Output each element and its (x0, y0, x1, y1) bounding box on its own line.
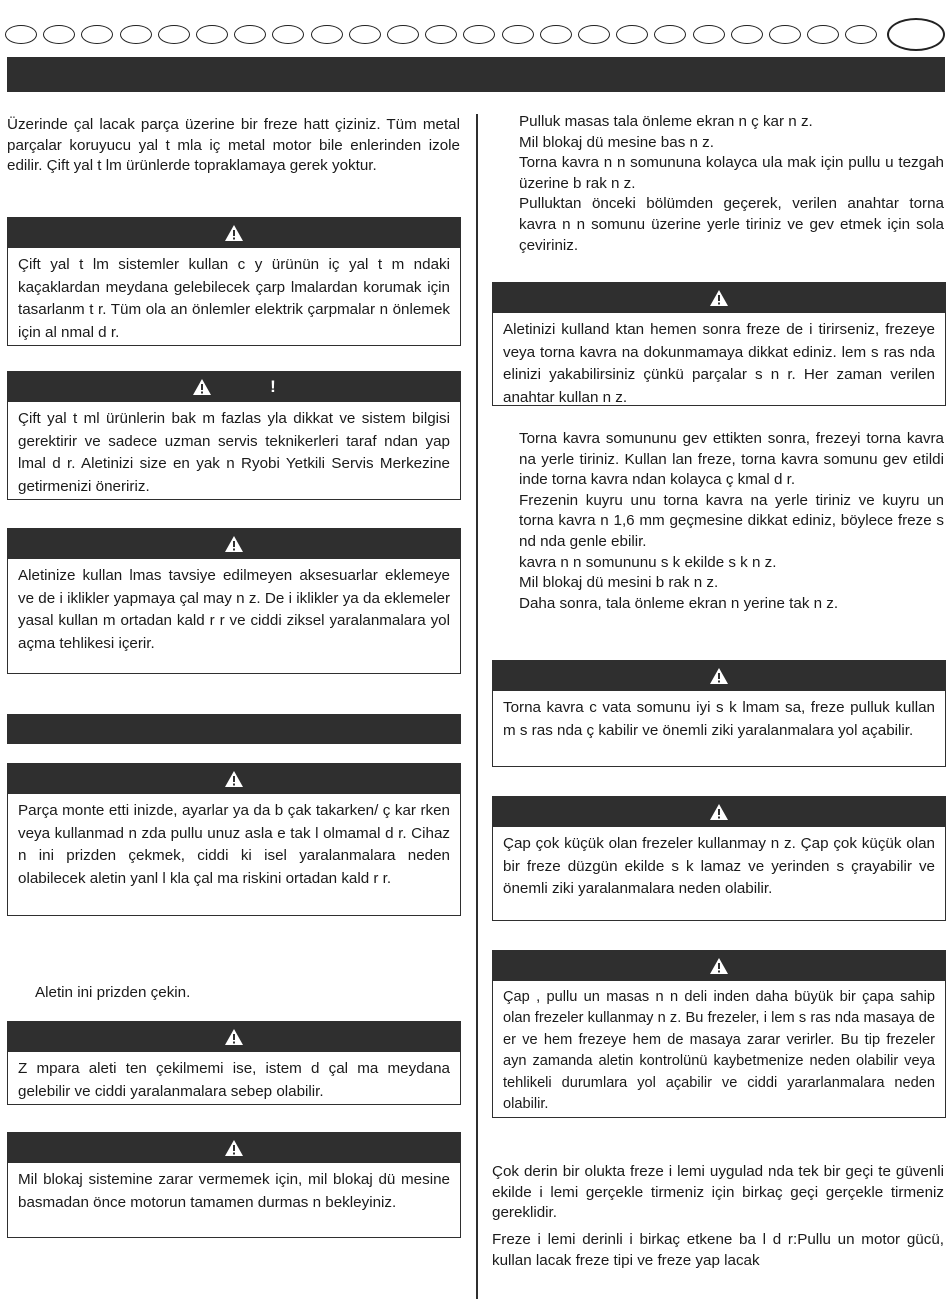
depth-paragraph: Çok derin bir olukta freze i lemi uygulad nda tek bir geçi te güvenli ekilde i lemi gerçekle tirmeniz için birkaç geçi gerçekle tirmeniz gereklidir. (492, 1163, 944, 1222)
warning-box (7, 217, 461, 346)
intro-paragraph: Üzerinde çal lacak parça üzerine bir freze hatt çiziniz. Tüm metal parçalar koruyucu yal t mla iç metal motor bile enlerinden izole edilir. Çift yal t lm ürünlerde topraklamaya gerek yoktur. (7, 116, 460, 175)
step-item: kavra n n somununu s k ekilde s k n z. (519, 553, 777, 571)
step-list-2 (519, 429, 944, 614)
warning-triangle-icon (224, 1139, 244, 1157)
decorative-oval (502, 25, 534, 44)
decorative-oval (654, 25, 686, 44)
decorative-oval (234, 25, 266, 44)
warning-box (492, 282, 946, 406)
decorative-oval (807, 25, 839, 44)
step-item: Pulluktan önceki bölümden geçerek, verilen anahtar torna kavra n n somunu üzerine yerle tiriniz ve gev etmek için sola çeviriniz. (519, 195, 944, 254)
decorative-oval (349, 25, 381, 44)
warning-text: Parça monte etti inizde, ayarlar ya da b çak takarken/ ç kar rken veya kullanmad n zda pullu unuz asla e tak l olmamal d r. Cihaz n ini prizden çekmek, ciddi ki isel yaralanmalara neden olabilecek aletin yanl l kla çal ma riskini ortadan kald r r. (18, 802, 450, 887)
warning-box (492, 660, 946, 767)
decorative-oval (425, 25, 457, 44)
warning-triangle-icon (224, 770, 244, 788)
warning-text: Mil blokaj sistemine zarar vermemek için, mil blokaj dü mesine basmadan önce motorun tamamen durmas n bekleyiniz. (18, 1171, 450, 1211)
warning-header (8, 372, 460, 402)
warning-triangle-icon (224, 224, 244, 242)
step-list-1 (519, 112, 944, 256)
decorative-oval (196, 25, 228, 44)
warning-header (8, 1133, 460, 1163)
warning-triangle-icon (224, 1028, 244, 1046)
warning-text: Aletinizi kulland ktan hemen sonra freze de i tirirseniz, frezeye veya torna kavra na dokunmamaya dikkat ediniz. lem s ras nda elinizi yakabilirsiniz çünkü parçalar s n r. Her zaman verilen anahtar kullan n z. (503, 321, 935, 406)
decorative-oval (387, 25, 419, 44)
decorative-oval (43, 25, 75, 44)
step-item: Pulluk masas tala önleme ekran n ç kar n z. (519, 113, 813, 130)
decorative-oval (693, 25, 725, 44)
warning-exclamation: ! (270, 377, 276, 396)
step-item: Mil blokaj dü mesine bas n z. (519, 133, 714, 151)
warning-box (7, 1132, 461, 1238)
warning-triangle-icon (709, 667, 729, 685)
warning-box (492, 796, 946, 921)
warning-text: Çift yal t ml ürünlerin bak m fazlas yla dikkat ve sistem bilgisi gerektirir ve sadece uzman servis teknikerleri taraf ndan yap lmal d r. Aletinizi size en yak n Ryobi Yetkili Servis Merkezine getirmenizi öneririz. (18, 410, 450, 495)
warning-box (7, 1021, 461, 1105)
warning-triangle-icon (709, 289, 729, 307)
decorative-oval (769, 25, 801, 44)
step-item: Mil blokaj dü mesini b rak n z. (519, 574, 719, 592)
warning-header (8, 529, 460, 559)
subsection-header-bar (7, 714, 461, 744)
warning-triangle-icon (224, 535, 244, 553)
warning-text: Çap , pullu un masas n n deli inden daha büyük bir çapa sahip olan frezeler kullanmay n z. Bu frezeler, i lem s ras nda masaya de er ve hem frezeye hem de masaya zarar verirler. Bu tip frezeler ayn zamanda aletin kontrolünü kaybetmenize neden olabilir veya tehlikeli durumlara yol açabilir ve ciddi yararlanmalara neden olabilir. (503, 989, 935, 1113)
warning-header (493, 951, 945, 981)
decorative-oval (578, 25, 610, 44)
decorative-oval (158, 25, 190, 44)
step-item: Torna kavra n n somununa kolayca ula mak için pullu u tezgah üzerine b rak n z. (519, 154, 944, 192)
warning-text: Çift yal t lm sistemler kullan c y ürünün iç yal t m ndaki kaçaklardan meydana gelebilecek çarp lmalardan korumak için tasarlanm t r. Tüm ola an önlemler elektrik çarpmalar n önlemek için al nmal d r. (18, 256, 450, 341)
warning-box (492, 950, 946, 1118)
page-number-oval (887, 18, 945, 51)
page-header-ovals (5, 18, 945, 50)
warning-header (8, 764, 460, 794)
step-item: Daha sonra, tala önleme ekran n yerine tak n z. (519, 594, 839, 612)
warning-box (7, 528, 461, 674)
warning-triangle-icon (709, 957, 729, 975)
decorative-oval (463, 25, 495, 44)
decorative-oval (272, 25, 304, 44)
decorative-oval (616, 25, 648, 44)
step-item: Torna kavra somununu gev ettikten sonra, frezeyi torna kavra na yerle tiriniz. Kullan lan freze, torna kavra somunu gev etildi inde torna kavra ndan kolayca ç kmal d r. (519, 430, 944, 489)
warning-header (493, 283, 945, 313)
unplug-instruction: Aletin ini prizden çekin. (35, 984, 191, 1001)
warning-triangle-icon (192, 378, 212, 396)
warning-header (493, 661, 945, 691)
warning-text: Z mpara aleti ten çekilmemi ise, istem d çal ma meydana gelebilir ve ciddi yaralanmalara sebep olabilir. (18, 1060, 450, 1100)
warning-text: Torna kavra c vata somunu iyi s k lmam sa, freze pulluk kullan m s ras nda ç kabilir ve önemli ziki yaralanmalara yol açabilir. (503, 699, 935, 739)
warning-header (493, 797, 945, 827)
depth-paragraph: Freze i lemi derinli i birkaç etkene ba l d r:Pullu un motor gücü, kullan lacak freze tipi ve freze yap lacak (492, 1231, 944, 1269)
warning-header (8, 1022, 460, 1052)
warning-box (7, 371, 461, 500)
decorative-oval (540, 25, 572, 44)
decorative-oval (311, 25, 343, 44)
warning-header (8, 218, 460, 248)
warning-box (7, 763, 461, 916)
decorative-oval (81, 25, 113, 44)
warning-text: Aletinize kullan lmas tavsiye edilmeyen aksesuarlar eklemeye ve de i iklikler yapmaya çal may n z. De i iklikler ya da eklemeler yasal kullan m ortadan kald r r ve ciddi ziksel yaralanmalara yol açma tehlikesi içerir. (18, 567, 450, 652)
section-header-bar (7, 57, 945, 92)
decorative-oval (5, 25, 37, 44)
decorative-oval (120, 25, 152, 44)
warning-text: Çap çok küçük olan frezeler kullanmay n z. Çap çok küçük olan bir freze düzgün ekilde s k lamaz ve yerinden s çrayabilir ve önemli ziki yaralanmalara neden olabilir. (503, 835, 935, 897)
decorative-oval (731, 25, 763, 44)
warning-triangle-icon (709, 803, 729, 821)
step-item: Frezenin kuyru unu torna kavra na yerle tiriniz ve kuyru un torna kavra n 1,6 mm geçmesine dikkat ediniz, böylece freze s nd nda genle ebilir. (519, 491, 944, 550)
column-divider (476, 114, 478, 1299)
decorative-oval (845, 25, 877, 44)
